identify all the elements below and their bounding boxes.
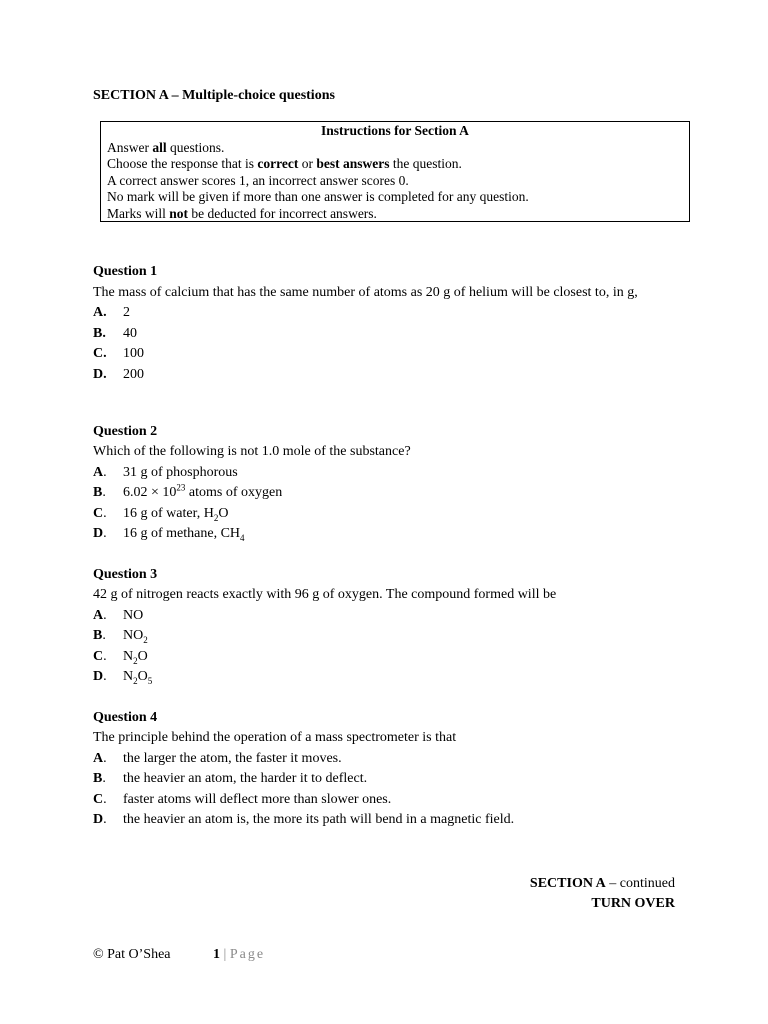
option-letter: D. xyxy=(93,366,107,382)
option-letter-char: A xyxy=(93,750,104,766)
answer-option-d[interactable] xyxy=(93,524,693,544)
question-4 xyxy=(93,708,693,830)
instruction-line-1 xyxy=(107,140,683,157)
option-letter xyxy=(93,647,123,667)
answer-option-b[interactable] xyxy=(93,769,693,789)
question-2 xyxy=(93,422,693,544)
answer-option-a[interactable] xyxy=(93,749,693,769)
option-letter: B. xyxy=(93,325,106,341)
turn-over-label: TURN OVER xyxy=(591,896,675,911)
copyright-notice: © Pat O’Shea xyxy=(93,947,171,962)
option-text: NO xyxy=(123,607,144,623)
option-text xyxy=(123,626,148,646)
option-text: the heavier an atom is, the more its path will bend in a magnetic field. xyxy=(123,812,515,828)
question-title: Question 1 xyxy=(93,264,158,279)
option-text-part: 6.02 × 10 xyxy=(123,485,177,501)
option-text-part: 16 g of methane, CH xyxy=(123,526,241,542)
page-separator: | xyxy=(220,947,230,962)
option-text: 200 xyxy=(123,366,144,382)
option-text: 2 xyxy=(123,305,130,321)
option-letter-dot: . xyxy=(103,526,107,542)
question-stem: The principle behind the operation of a mass spectrometer is that xyxy=(93,730,457,746)
answer-option-d[interactable] xyxy=(93,365,693,385)
instruction-emphasis: best answers xyxy=(316,156,390,171)
option-text xyxy=(123,504,228,524)
option-subscript: 2 xyxy=(133,655,138,666)
answer-option-c[interactable] xyxy=(93,790,693,810)
option-letter-dot: . xyxy=(103,791,107,807)
option-letter-dot: . xyxy=(102,485,106,501)
answer-option-c[interactable] xyxy=(93,504,693,524)
instruction-line-4: No mark will be given if more than one answer is completed for any question. xyxy=(107,189,529,204)
question-title: Question 3 xyxy=(93,567,158,582)
answer-option-a[interactable] xyxy=(93,303,693,323)
section-heading-bold: SECTION A xyxy=(93,88,169,103)
option-letter-char: C xyxy=(93,648,104,664)
section-heading-rest: – Multiple-choice questions xyxy=(168,88,335,103)
option-letter xyxy=(93,524,123,544)
instruction-line-5 xyxy=(107,206,683,223)
option-text: faster atoms will deflect more than slower ones. xyxy=(123,791,392,807)
instructions-title: Instructions for Section A xyxy=(321,123,469,138)
instructions-box xyxy=(100,121,690,222)
option-subscript: 4 xyxy=(240,532,245,543)
option-letter-char: B xyxy=(93,485,103,501)
option-letter-char: D xyxy=(93,812,104,828)
option-text-part: N xyxy=(123,648,134,664)
instruction-text: or xyxy=(298,156,317,171)
option-letter-char: D xyxy=(93,669,104,685)
option-letter-char: D xyxy=(93,526,104,542)
exam-page xyxy=(93,0,693,1024)
option-letter xyxy=(93,504,123,524)
option-letter: A. xyxy=(93,305,107,321)
option-letter-dot: . xyxy=(103,505,107,521)
option-text-part: O xyxy=(137,669,148,685)
option-subscript: 5 xyxy=(147,675,153,686)
option-text-part: N xyxy=(123,669,134,685)
option-letter: C. xyxy=(93,346,107,362)
option-letter-dot: . xyxy=(103,464,107,480)
option-text-part: atoms of oxygen xyxy=(185,485,283,501)
page-number-value: 1 xyxy=(213,947,220,962)
option-letter xyxy=(93,626,123,646)
option-text xyxy=(123,483,282,503)
option-letter xyxy=(93,790,123,810)
option-text xyxy=(123,647,148,667)
option-text xyxy=(123,524,245,544)
page-number xyxy=(213,947,265,963)
question-stem: 42 g of nitrogen reacts exactly with 96 g of oxygen. The compound formed will be xyxy=(93,587,557,603)
option-subscript: 2 xyxy=(133,675,138,686)
answer-option-d[interactable] xyxy=(93,810,693,830)
option-letter-dot: . xyxy=(103,750,107,766)
option-letter-char: B xyxy=(93,771,103,787)
instruction-text: Marks will xyxy=(107,205,170,221)
continued-section-label: SECTION A xyxy=(529,876,606,891)
instruction-text: the question. xyxy=(389,156,462,171)
instruction-emphasis: correct xyxy=(257,156,299,171)
option-letter-dot: . xyxy=(103,812,107,828)
answer-option-c[interactable] xyxy=(93,344,693,364)
answer-option-b[interactable] xyxy=(93,626,693,646)
answer-option-b[interactable] xyxy=(93,483,693,503)
question-stem: The mass of calcium that has the same number of atoms as 20 g of helium will be closest to, in g, xyxy=(93,285,638,301)
instruction-text: Choose the response that is xyxy=(107,156,258,171)
instruction-text: Answer xyxy=(107,139,153,155)
option-text: the larger the atom, the faster it moves. xyxy=(123,750,342,766)
question-title: Question 4 xyxy=(93,710,158,725)
option-text: 40 xyxy=(123,325,137,341)
option-letter-char: C xyxy=(93,791,104,807)
question-3 xyxy=(93,565,693,687)
option-text: 31 g of phosphorous xyxy=(123,464,238,480)
option-letter xyxy=(93,606,123,626)
page-word: Page xyxy=(229,947,266,962)
option-subscript: 2 xyxy=(143,635,148,646)
option-letter xyxy=(93,769,123,789)
option-letter xyxy=(93,810,123,830)
option-letter xyxy=(93,463,123,483)
continued-text: – continued xyxy=(605,876,675,891)
option-letter-char: C xyxy=(93,505,104,521)
answer-option-a[interactable] xyxy=(93,463,693,483)
option-letter xyxy=(93,749,123,769)
option-text-part: NO xyxy=(123,628,144,644)
section-continued xyxy=(530,874,675,914)
answer-option-d[interactable] xyxy=(93,667,693,687)
option-text-part: 16 g of water, H xyxy=(123,505,214,521)
option-letter xyxy=(93,483,123,503)
option-text-part: O xyxy=(218,505,229,521)
instruction-text: be deducted for incorrect answers. xyxy=(188,205,377,221)
question-stem: Which of the following is not 1.0 mole of the substance? xyxy=(93,444,411,460)
option-letter-char: B xyxy=(93,628,103,644)
instruction-emphasis: not xyxy=(169,205,189,221)
option-text: the heavier an atom, the harder it to deflect. xyxy=(123,771,368,787)
option-letter-dot: . xyxy=(103,669,107,685)
option-letter-dot: . xyxy=(102,628,106,644)
instruction-line-3: A correct answer scores 1, an incorrect answer scores 0. xyxy=(107,172,409,188)
instruction-line-2 xyxy=(107,156,683,173)
option-subscript: 2 xyxy=(213,512,219,523)
option-letter-char: A xyxy=(93,607,104,623)
option-text xyxy=(123,667,152,687)
option-superscript: 23 xyxy=(176,482,186,493)
option-letter-dot: . xyxy=(103,607,107,623)
option-text: 100 xyxy=(123,346,144,362)
section-heading xyxy=(93,88,335,104)
answer-option-b[interactable] xyxy=(93,324,693,344)
answer-option-c[interactable] xyxy=(93,647,693,667)
option-letter-dot: . xyxy=(103,648,107,664)
question-title: Question 2 xyxy=(93,424,158,439)
instruction-text: questions. xyxy=(166,139,225,155)
option-letter xyxy=(93,667,123,687)
instruction-emphasis: all xyxy=(152,139,167,155)
question-1 xyxy=(93,262,693,385)
option-letter-char: A xyxy=(93,464,104,480)
option-letter-dot: . xyxy=(102,771,106,787)
continued-line xyxy=(530,874,675,894)
option-text-part: O xyxy=(137,648,148,664)
answer-option-a[interactable] xyxy=(93,606,693,626)
